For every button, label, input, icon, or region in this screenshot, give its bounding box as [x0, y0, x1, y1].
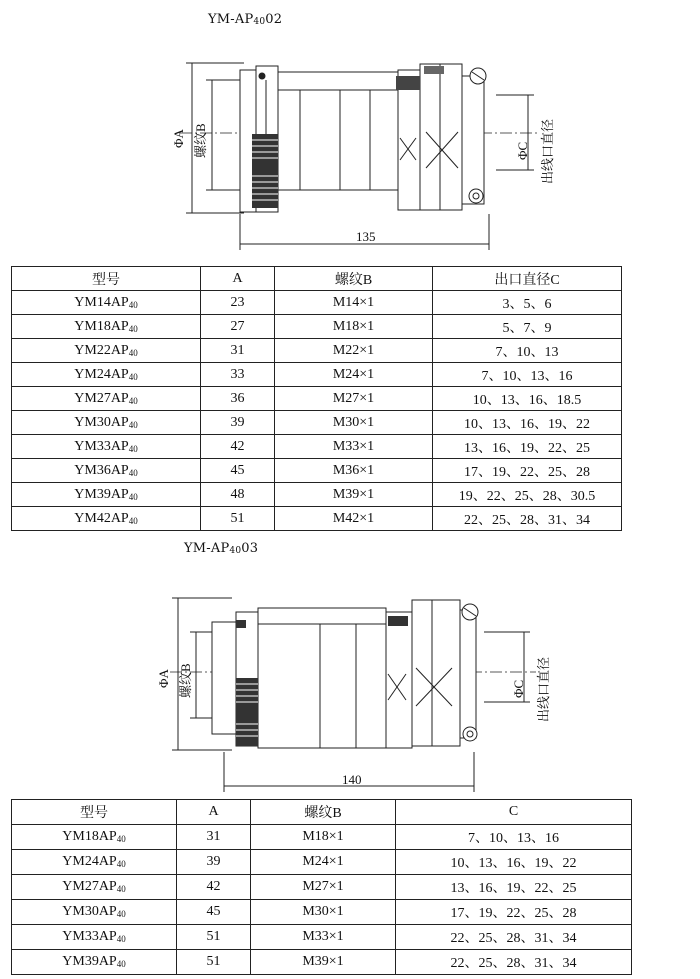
table-row	[12, 900, 632, 925]
cell-c: 10、13、16、19、22	[396, 850, 632, 875]
cell-outlet-c: 13、16、19、22、25	[433, 435, 622, 459]
cell-model: $YM18AP_{40}$	[12, 825, 177, 850]
thread-b-label-2: 螺纹B	[178, 663, 193, 698]
cell-a: 31	[201, 339, 275, 363]
cell-model: $YM36AP_{40}$	[12, 459, 201, 483]
length-label-2: 140	[342, 772, 362, 787]
header-model: 型号	[12, 267, 201, 291]
cell-thread-b: M30×1	[275, 411, 433, 435]
table-row	[12, 925, 632, 950]
cell-model: $YM39AP_{40}$	[12, 483, 201, 507]
phi-a-label-1: ΦA	[171, 129, 186, 148]
cell-a: 27	[201, 315, 275, 339]
cell-c: 7、10、13、16	[396, 825, 632, 850]
spec-table-2	[11, 799, 632, 975]
section2-title-sub: 40	[229, 546, 242, 556]
cell-thread-b: M24×1	[275, 363, 433, 387]
header-a: A	[201, 267, 275, 291]
cell-model: $YM14AP_{40}$	[12, 291, 201, 315]
cell-thread-b: M27×1	[275, 387, 433, 411]
table-header-row	[12, 800, 632, 825]
section2-title-suffix: 03	[241, 541, 259, 556]
cell-outlet-c: 17、19、22、25、28	[433, 459, 622, 483]
cell-model: $YM30AP_{40}$	[12, 411, 201, 435]
cell-c: 17、19、22、25、28	[396, 900, 632, 925]
cell-thread-b: M39×1	[251, 950, 396, 975]
cell-model: $YM30AP_{40}$	[12, 900, 177, 925]
length-label-1: 135	[356, 229, 376, 244]
table-row	[12, 825, 632, 850]
cell-a: 48	[201, 483, 275, 507]
phi-a-label-2: ΦA	[156, 669, 171, 688]
cell-outlet-c: 7、10、13、16	[433, 363, 622, 387]
cell-model: $YM24AP_{40}$	[12, 850, 177, 875]
cell-thread-b: M22×1	[275, 339, 433, 363]
table-row	[12, 850, 632, 875]
cell-thread-b: M18×1	[275, 315, 433, 339]
section2-title-main: YM-AP	[184, 541, 230, 556]
table-row	[12, 315, 622, 339]
table-row	[12, 363, 622, 387]
cell-model: $YM22AP_{40}$	[12, 339, 201, 363]
table-row	[12, 875, 632, 900]
cell-thread-b: M42×1	[275, 507, 433, 531]
header-model: 型号	[12, 800, 177, 825]
table-row	[12, 507, 622, 531]
cell-a: 39	[201, 411, 275, 435]
cell-a: 51	[177, 950, 251, 975]
cell-c: 13、16、19、22、25	[396, 875, 632, 900]
cell-model: $YM42AP_{40}$	[12, 507, 201, 531]
header-c: C	[396, 800, 632, 825]
cell-c: 22、25、28、31、34	[396, 950, 632, 975]
cell-a: 33	[201, 363, 275, 387]
cell-thread-b: M33×1	[275, 435, 433, 459]
cell-model: $YM33AP_{40}$	[12, 435, 201, 459]
table-row	[12, 387, 622, 411]
table-row	[12, 435, 622, 459]
cell-model: $YM27AP_{40}$	[12, 387, 201, 411]
cell-thread-b: M18×1	[251, 825, 396, 850]
table-row	[12, 459, 622, 483]
cell-thread-b: M39×1	[275, 483, 433, 507]
cell-a: 31	[177, 825, 251, 850]
cell-a: 42	[177, 875, 251, 900]
cell-c: 22、25、28、31、34	[396, 925, 632, 950]
table-row	[12, 411, 622, 435]
phi-c-label-1: ΦC	[515, 141, 530, 160]
cell-model: $YM24AP_{40}$	[12, 363, 201, 387]
cell-outlet-c: 3、5、6	[433, 291, 622, 315]
cell-a: 45	[177, 900, 251, 925]
phi-c-label-2: ΦC	[511, 679, 526, 698]
cell-a: 51	[201, 507, 275, 531]
cell-model: $YM39AP_{40}$	[12, 950, 177, 975]
cell-model: $YM27AP_{40}$	[12, 875, 177, 900]
cell-outlet-c: 19、22、25、28、30.5	[433, 483, 622, 507]
section1-title-suffix: 02	[265, 12, 283, 27]
table-header-row	[12, 267, 622, 291]
outlet-diameter-label-1: 出线口直径	[540, 118, 555, 184]
spec-table-1	[11, 266, 622, 531]
cell-thread-b: M30×1	[251, 900, 396, 925]
cell-a: 42	[201, 435, 275, 459]
header-thread-b: 螺纹B	[275, 267, 433, 291]
cell-thread-b: M33×1	[251, 925, 396, 950]
table-row	[12, 339, 622, 363]
cell-a: 23	[201, 291, 275, 315]
connector-drawing-1	[0, 0, 700, 260]
header-a: A	[177, 800, 251, 825]
cell-outlet-c: 10、13、16、18.5	[433, 387, 622, 411]
cell-thread-b: M27×1	[251, 875, 396, 900]
cell-a: 45	[201, 459, 275, 483]
cell-thread-b: M14×1	[275, 291, 433, 315]
cell-a: 39	[177, 850, 251, 875]
cell-outlet-c: 5、7、9	[433, 315, 622, 339]
cell-outlet-c: 22、25、28、31、34	[433, 507, 622, 531]
cell-outlet-c: 7、10、13	[433, 339, 622, 363]
table-row	[12, 483, 622, 507]
section1-title-main: YM-AP	[208, 12, 254, 27]
section2-title	[184, 541, 258, 556]
cell-thread-b: M24×1	[251, 850, 396, 875]
cell-a: 36	[201, 387, 275, 411]
cell-outlet-c: 10、13、16、19、22	[433, 411, 622, 435]
cell-thread-b: M36×1	[275, 459, 433, 483]
section1-title-sub: 40	[253, 17, 266, 27]
table-row	[12, 291, 622, 315]
header-thread-b: 螺纹B	[251, 800, 396, 825]
outlet-diameter-label-2: 出线口直径	[536, 656, 551, 722]
cell-model: $YM18AP_{40}$	[12, 315, 201, 339]
header-outlet-c: 出口直径C	[433, 267, 622, 291]
cell-model: $YM33AP_{40}$	[12, 925, 177, 950]
cell-a: 51	[177, 925, 251, 950]
connector-drawing-2	[0, 560, 700, 800]
table-row	[12, 950, 632, 975]
thread-b-label-1: 螺纹B	[193, 123, 208, 158]
